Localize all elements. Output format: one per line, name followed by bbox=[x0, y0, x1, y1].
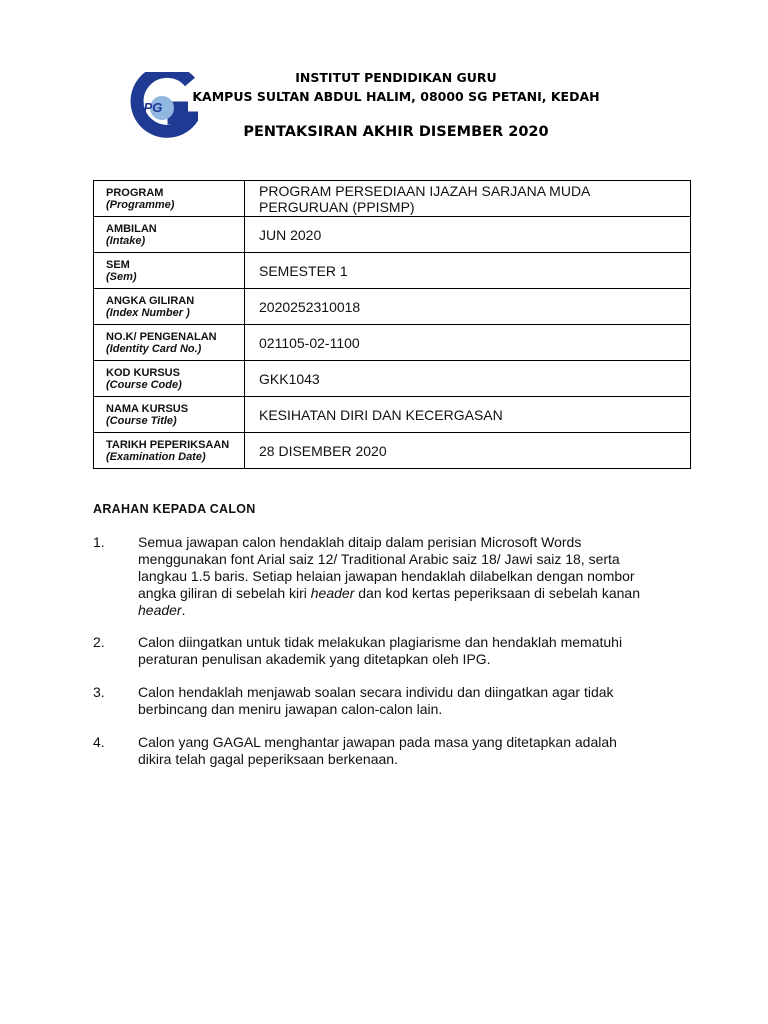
item-line-part: dan kod kertas peperiksaan di sebelah kanan bbox=[354, 585, 640, 601]
item-line: Semua jawapan calon hendaklah ditaip dalam perisian Microsoft Words bbox=[138, 534, 582, 550]
item-number: 4. bbox=[93, 734, 105, 750]
row-label-cell bbox=[94, 217, 245, 253]
table-row bbox=[94, 181, 691, 217]
item-line: Calon hendaklah menjawab soalan secara individu dan diingatkan agar tidak bbox=[138, 684, 614, 700]
item-text bbox=[138, 634, 703, 668]
row-value: JUN 2020 bbox=[259, 226, 322, 243]
row-value: KESIHATAN DIRI DAN KECERGASAN bbox=[259, 406, 503, 423]
item-number: 1. bbox=[93, 534, 105, 550]
instructions-heading: ARAHAN KEPADA CALON bbox=[93, 502, 256, 516]
svg-text:iPG: iPG bbox=[140, 100, 163, 115]
item-line: Calon diingatkan untuk tidak melakukan plagiarisme dan hendaklah mematuhi bbox=[138, 634, 623, 650]
item-number: 2. bbox=[93, 634, 105, 650]
row-value-cell bbox=[245, 289, 691, 325]
row-label: TARIKH PEPERIKSAAN bbox=[106, 438, 230, 451]
row-value: 2020252310018 bbox=[259, 298, 361, 315]
item-line: peraturan penulisan akademik yang ditetapkan oleh IPG. bbox=[138, 651, 491, 667]
row-value-cell bbox=[245, 325, 691, 361]
row-label-en: (Course Title) bbox=[106, 414, 177, 427]
row-value-line2: PERGURUAN (PPISMP) bbox=[259, 198, 415, 215]
row-label: AMBILAN bbox=[106, 222, 157, 235]
row-value-cell bbox=[245, 253, 691, 289]
row-label: NAMA KURSUS bbox=[106, 402, 189, 415]
item-line: Calon yang GAGAL menghantar jawapan pada masa yang ditetapkan adalah bbox=[138, 734, 617, 750]
row-label-en: (Course Code) bbox=[106, 378, 182, 391]
item-line bbox=[138, 585, 703, 602]
row-label-en: (Programme) bbox=[106, 198, 175, 211]
row-label-cell bbox=[94, 325, 245, 361]
item-text bbox=[138, 734, 703, 768]
item-line: dikira telah gagal peperiksaan berkenaan. bbox=[138, 751, 398, 767]
row-label: SEM bbox=[106, 258, 130, 271]
item-line bbox=[138, 602, 703, 619]
row-label: PROGRAM bbox=[106, 186, 164, 199]
candidate-info-table bbox=[93, 180, 691, 469]
row-label-en: (Examination Date) bbox=[106, 450, 206, 463]
item-line-part: . bbox=[181, 602, 186, 618]
table-row bbox=[94, 361, 691, 397]
row-label-en: (Sem) bbox=[106, 270, 137, 283]
row-value-cell bbox=[245, 433, 691, 469]
row-value: 021105-02-1100 bbox=[259, 334, 360, 351]
item-line-italic: header bbox=[138, 602, 182, 618]
item-line: menggunakan font Arial saiz 12/ Traditional Arabic saiz 18/ Jawi saiz 18, serta bbox=[138, 551, 620, 567]
row-label: ANGKA GILIRAN bbox=[106, 294, 195, 307]
row-label-en: (Intake) bbox=[106, 234, 146, 247]
institute-name: INSTITUT PENDIDIKAN GURU bbox=[295, 70, 497, 85]
table-row bbox=[94, 217, 691, 253]
row-label: NO.K/ PENGENALAN bbox=[106, 330, 217, 343]
row-label-en: (Index Number ) bbox=[106, 306, 190, 319]
row-label: KOD KURSUS bbox=[106, 366, 180, 379]
row-label-cell bbox=[94, 253, 245, 289]
item-number: 3. bbox=[93, 684, 105, 700]
row-label-cell bbox=[94, 289, 245, 325]
item-text bbox=[138, 534, 703, 619]
row-label-cell bbox=[94, 433, 245, 469]
row-value-cell bbox=[245, 397, 691, 433]
item-text bbox=[138, 684, 703, 718]
row-value-cell bbox=[245, 181, 691, 217]
row-label-cell bbox=[94, 181, 245, 217]
row-label-cell bbox=[94, 397, 245, 433]
item-line: berbincang dan meniru jawapan calon-calon lain. bbox=[138, 701, 443, 717]
row-value-cell bbox=[245, 361, 691, 397]
item-line-part: angka giliran di sebelah kiri bbox=[138, 585, 311, 601]
row-value: GKK1043 bbox=[259, 370, 320, 387]
row-label-cell bbox=[94, 361, 245, 397]
campus-address: KAMPUS SULTAN ABDUL HALIM, 08000 SG PETANI, KEDAH bbox=[192, 89, 600, 104]
table-row bbox=[94, 253, 691, 289]
item-line-italic: header bbox=[310, 585, 355, 601]
row-value: SEMESTER 1 bbox=[259, 262, 348, 279]
table-row bbox=[94, 325, 691, 361]
item-line: langkau 1.5 baris. Setiap helaian jawapan hendaklah dilabelkan dengan nombor bbox=[138, 568, 635, 584]
table-row bbox=[94, 433, 691, 469]
assessment-title: PENTAKSIRAN AKHIR DISEMBER 2020 bbox=[243, 124, 549, 140]
row-value-cell bbox=[245, 217, 691, 253]
table-row bbox=[94, 397, 691, 433]
table-row bbox=[94, 289, 691, 325]
row-label-en: (Identity Card No.) bbox=[106, 342, 202, 355]
row-value: 28 DISEMBER 2020 bbox=[259, 442, 387, 459]
row-value: PROGRAM PERSEDIAAN IJAZAH SARJANA MUDA bbox=[259, 182, 591, 199]
